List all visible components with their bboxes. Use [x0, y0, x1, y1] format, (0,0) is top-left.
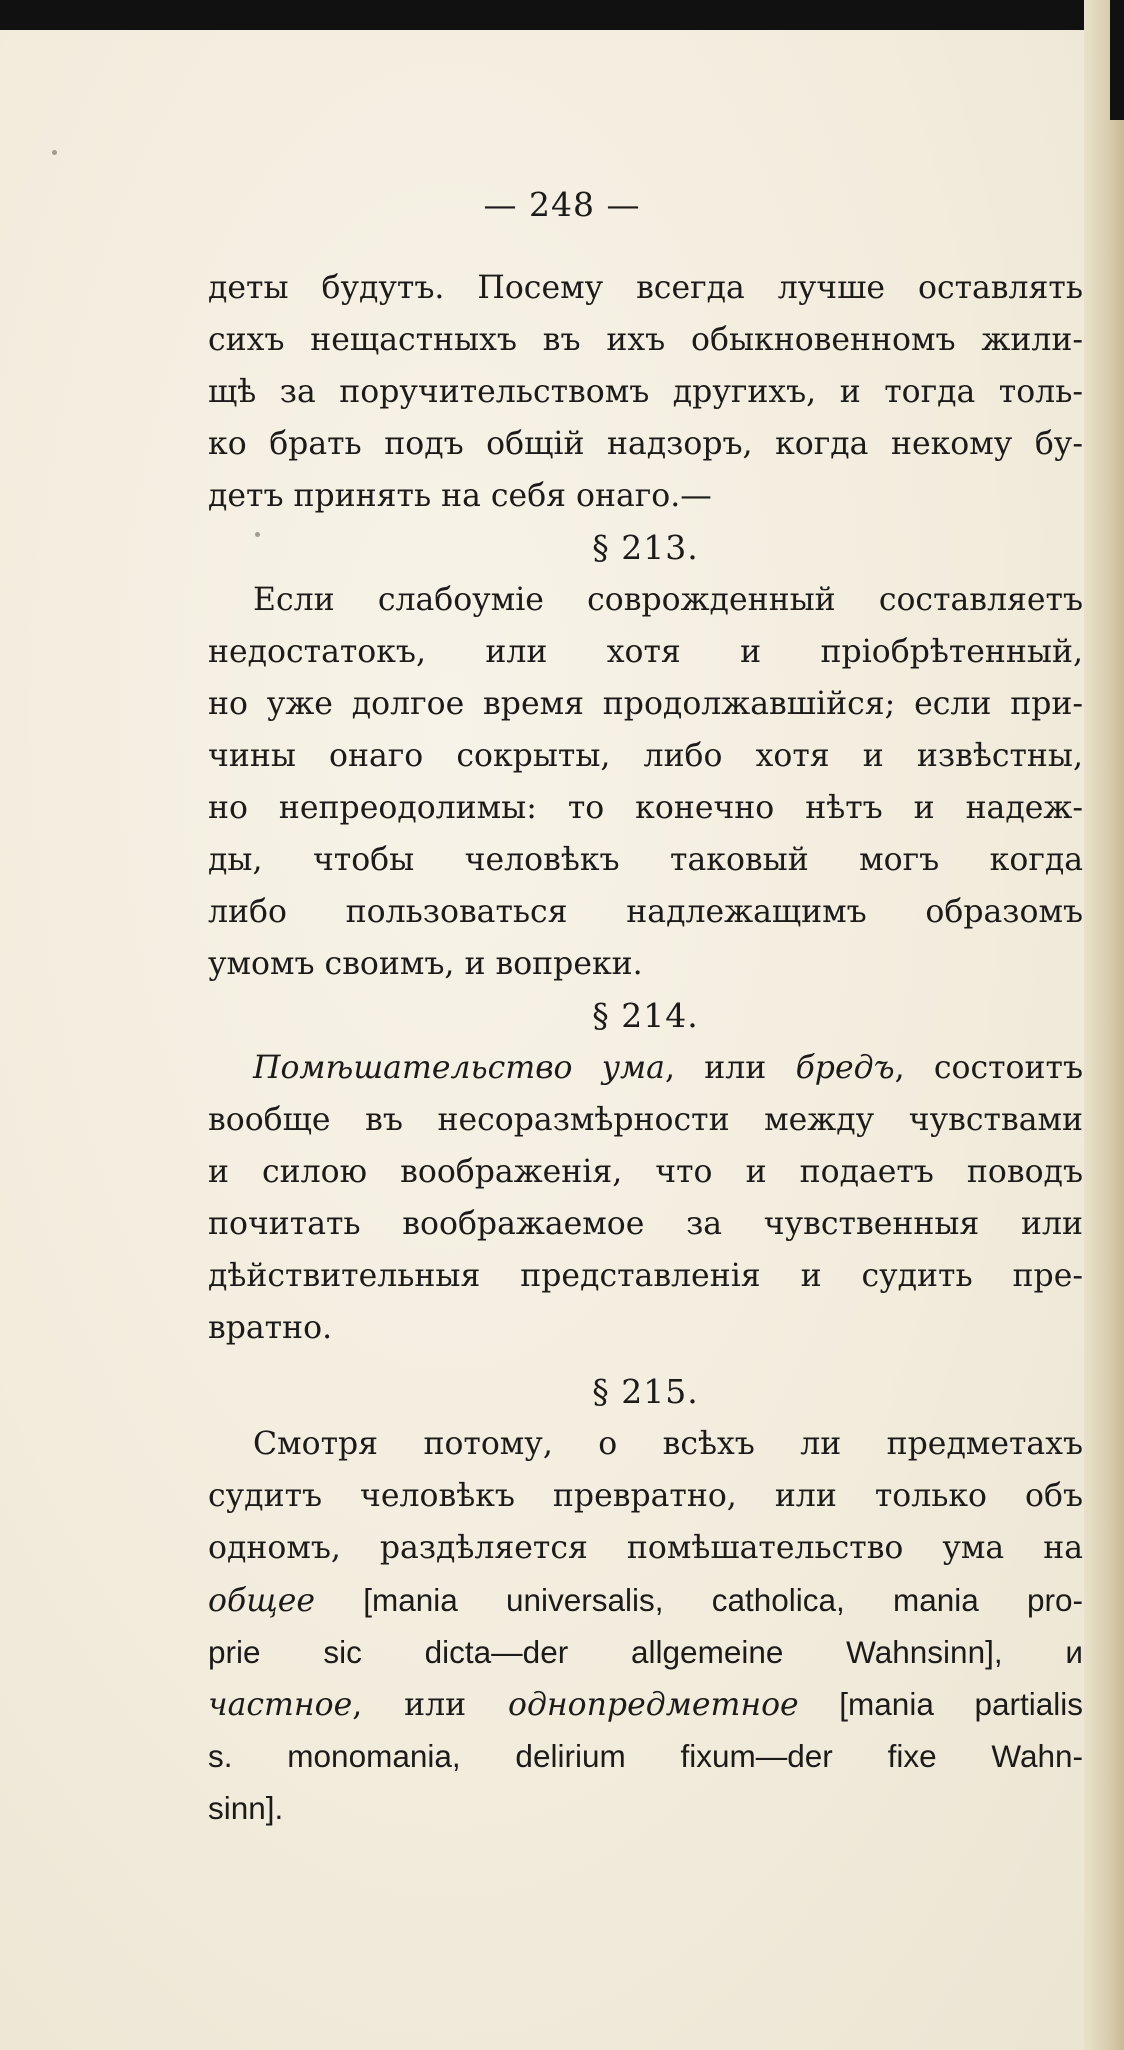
section-heading-213: § 213. [592, 528, 699, 567]
text-line: ко брать подъ общій надзоръ, когда некому бу- [208, 426, 1083, 462]
scan-corner-shadow [1110, 0, 1124, 120]
paper-speck [52, 150, 57, 155]
text-line: ды, чтобы человѣкъ таковый могъ когда [208, 842, 1083, 878]
text-fragment: [mania universalis, catholica, mania pro- [315, 1582, 1083, 1618]
text-line: судитъ человѣкъ превратно, или только объ [208, 1478, 1083, 1514]
text-line: вратно. [208, 1310, 333, 1346]
text-line [208, 1042, 1083, 1094]
section-gap [208, 1354, 1083, 1366]
text-line: детъ принять на себя онаго.— [208, 478, 712, 514]
text-line: prie sic dicta—der allgemeine Wahnsinn], и [208, 1634, 1083, 1670]
text-fragment: [mania partialis [798, 1686, 1083, 1722]
text-line: недостатокъ, или хотя и пріобрѣтенный, [208, 634, 1083, 670]
text-line: либо пользоваться надлежащимъ образомъ [208, 894, 1083, 930]
text-line: и силою воображенія, что и подаетъ поводъ [208, 1154, 1083, 1190]
text-line: почитать воображаемое за чувственныя или [208, 1206, 1083, 1242]
text-fragment: , или [352, 1687, 508, 1723]
text-line: Смотря потому, о всѣхъ ли предметахъ [253, 1426, 1083, 1462]
italic-term: Помѣшательство ума [253, 1050, 665, 1086]
text-line: деты будутъ. Посему всегда лучше оставлять [208, 270, 1083, 306]
text-line: дѣйствительныя представленія и судить пре- [208, 1258, 1083, 1294]
text-line: вообще въ несоразмѣрности между чувствами [208, 1102, 1083, 1138]
text-line: sinn]. [208, 1790, 284, 1826]
text-line: s. monomania, delirium fixum—der fixe Wahn- [208, 1738, 1083, 1774]
page-right-edge [1084, 0, 1124, 2050]
text-line: чины онаго сокрыты, либо хотя и извѣстны, [208, 738, 1083, 774]
italic-term: бредъ [795, 1050, 895, 1086]
text-line: но уже долгое время продолжавшійся; если при- [208, 686, 1083, 722]
italic-term: общее [208, 1583, 316, 1619]
italic-term: частное [208, 1687, 353, 1723]
text-line [208, 1574, 1083, 1626]
text-line: Если слабоуміе соврожденный составляетъ [253, 582, 1083, 618]
text-line [208, 1678, 1083, 1730]
section-heading-214: § 214. [592, 996, 699, 1035]
text-line: щѣ за поручительствомъ другихъ, и тогда толь- [208, 374, 1083, 410]
italic-term: однопредметное [508, 1687, 799, 1723]
text-line: одномъ, раздѣляется помѣшательство ума на [208, 1530, 1083, 1566]
main-text [208, 262, 1083, 1834]
scan-top-border [0, 0, 1124, 30]
text-fragment: , состоитъ [894, 1050, 1083, 1086]
section-heading-215: § 215. [592, 1372, 699, 1411]
text-line: умомъ своимъ, и вопреки. [208, 946, 643, 982]
text-line: но непреодолимы: то конечно нѣтъ и надеж- [208, 790, 1083, 826]
text-line: сихъ нещастныхъ въ ихъ обыкновенномъ жили- [208, 322, 1083, 358]
page-number: — 248 — [483, 185, 641, 224]
text-fragment: , или [664, 1050, 796, 1086]
